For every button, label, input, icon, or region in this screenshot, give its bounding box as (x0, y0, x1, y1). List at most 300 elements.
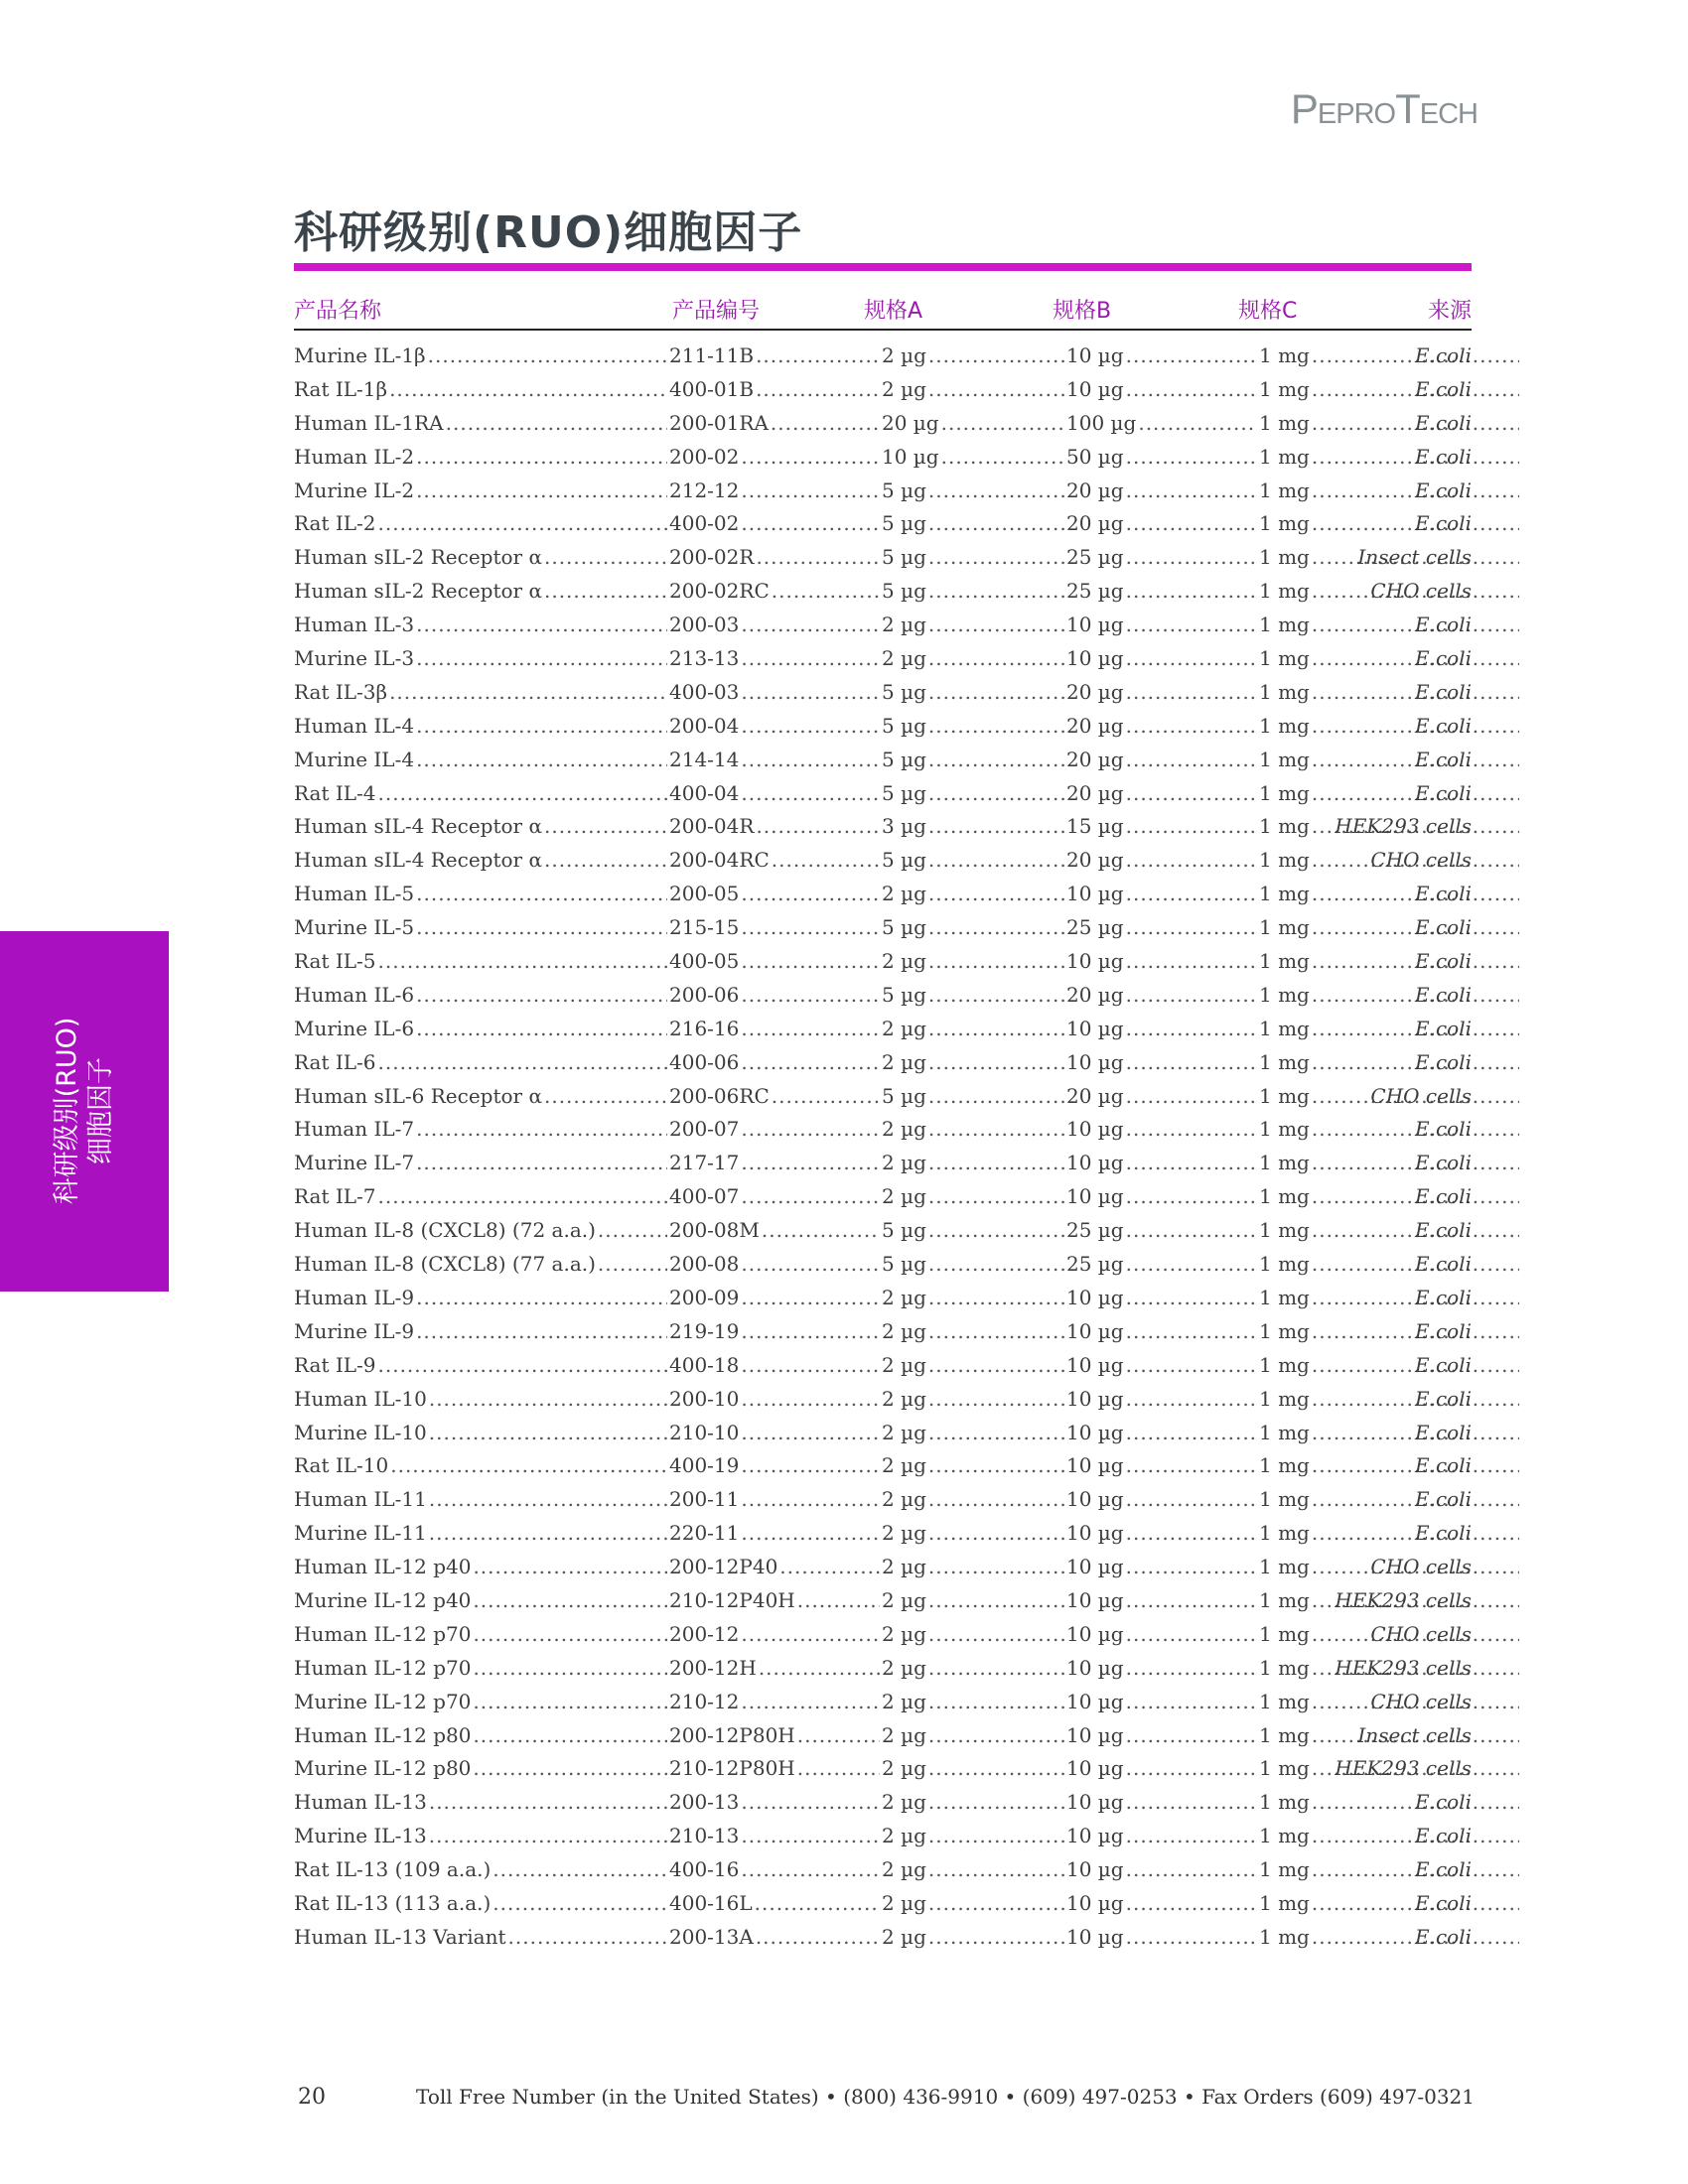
catalog-number: 200-08 (669, 1252, 740, 1277)
size-a-cell (882, 710, 1066, 744)
dot-leader (941, 407, 1064, 441)
dot-leader (492, 1853, 667, 1887)
size-b: 10 µg (1066, 882, 1124, 906)
footer-contact-info: Toll Free Number (in the United States) • (800) 436-9910 • (609) 497-0253 • Fax Orders (609) 497-0321 (416, 2085, 1475, 2109)
size-c-cell (1259, 1887, 1521, 1921)
size-a: 2 µg (882, 1890, 926, 1915)
size-a: 5 µg (882, 545, 926, 570)
product-name: Murine IL-13 (294, 1824, 427, 1848)
catalog-number-cell (669, 1080, 882, 1114)
size-c: 1 mg (1259, 1890, 1310, 1915)
source: E.coli (1415, 1890, 1472, 1915)
table-row (294, 1080, 1472, 1114)
dot-leader (928, 878, 1064, 911)
size-b: 10 µg (1066, 613, 1124, 637)
dot-leader (928, 1483, 1064, 1517)
size-b-cell (1066, 1282, 1259, 1315)
source: E.coli (1415, 444, 1472, 469)
dot-leader (741, 1113, 880, 1147)
dot-leader (1126, 911, 1257, 945)
dot-leader (1126, 1147, 1257, 1180)
size-a-cell (882, 1887, 1066, 1921)
table-row (294, 1618, 1472, 1652)
dot-leader (741, 1483, 880, 1517)
catalog-number-cell (669, 1315, 882, 1349)
size-c: 1 mg (1259, 982, 1310, 1007)
size-b: 10 µg (1066, 1790, 1124, 1815)
product-name-cell (294, 1921, 669, 1955)
size-b: 10 µg (1066, 646, 1124, 671)
dot-leader (1126, 1113, 1257, 1147)
dot-leader (741, 1686, 880, 1719)
size-a: 2 µg (882, 882, 926, 906)
product-name: Rat IL-3β (294, 679, 388, 704)
source: CHO cells (1370, 1555, 1472, 1579)
size-c: 1 mg (1259, 1487, 1310, 1512)
size-c-cell (1259, 1046, 1521, 1080)
dot-leader (508, 1921, 667, 1955)
dot-leader (1126, 676, 1257, 710)
table-row (294, 475, 1472, 508)
source: CHO cells (1370, 848, 1472, 873)
dot-leader (1126, 1551, 1257, 1584)
dot-leader (1126, 642, 1257, 676)
size-c: 1 mg (1259, 1252, 1310, 1277)
size-a: 2 µg (882, 1420, 926, 1444)
dot-leader (928, 1449, 1064, 1483)
size-a: 2 µg (882, 1016, 926, 1040)
size-c: 1 mg (1259, 410, 1310, 435)
size-c-cell (1259, 1517, 1521, 1551)
dot-leader (928, 1080, 1064, 1114)
dot-leader (928, 1282, 1064, 1315)
dot-leader (473, 1719, 667, 1753)
catalog-number-cell (669, 878, 882, 911)
product-name-cell (294, 1652, 669, 1686)
dot-leader (928, 844, 1064, 878)
table-row (294, 979, 1472, 1013)
header-source: 来源 (1427, 299, 1472, 324)
size-a: 5 µg (882, 1218, 926, 1243)
catalog-number: 213-13 (669, 646, 740, 671)
product-name-cell (294, 979, 669, 1013)
table-row (294, 1214, 1472, 1248)
dot-leader (928, 1517, 1064, 1551)
table-row (294, 1315, 1472, 1349)
table-row (294, 1921, 1472, 1955)
catalog-number-cell (669, 475, 882, 508)
catalog-number-cell (669, 1248, 882, 1282)
dot-leader (416, 609, 667, 642)
size-c: 1 mg (1259, 343, 1310, 367)
catalog-number-cell (669, 979, 882, 1013)
table-row (294, 1551, 1472, 1584)
source: CHO cells (1370, 1621, 1472, 1646)
catalog-number-cell (669, 1113, 882, 1147)
dot-leader (1126, 1046, 1257, 1080)
dot-leader (771, 407, 880, 441)
product-name-cell (294, 1282, 669, 1315)
size-a: 2 µg (882, 1352, 926, 1377)
size-a: 2 µg (882, 1756, 926, 1781)
dot-leader (1126, 1417, 1257, 1450)
dot-leader (741, 1618, 880, 1652)
size-c: 1 mg (1259, 1420, 1310, 1444)
product-name: Human IL-5 (294, 882, 415, 906)
size-c: 1 mg (1259, 882, 1310, 906)
dot-leader (416, 475, 667, 508)
dot-leader (928, 676, 1064, 710)
size-c-cell (1259, 441, 1521, 475)
size-b: 10 µg (1066, 1386, 1124, 1411)
dot-leader (1126, 1887, 1257, 1921)
catalog-number: 200-06RC (669, 1083, 770, 1108)
dot-leader (1126, 1080, 1257, 1114)
catalog-number-cell (669, 1180, 882, 1214)
source: E.coli (1415, 1790, 1472, 1815)
size-c: 1 mg (1259, 747, 1310, 771)
size-b-cell (1066, 1820, 1259, 1853)
catalog-number: 400-04 (669, 780, 740, 805)
size-a-cell (882, 1383, 1066, 1417)
product-name: Human IL-8 (CXCL8) (77 a.a.) (294, 1252, 596, 1277)
source: E.coli (1415, 1218, 1472, 1243)
size-b: 10 µg (1066, 1318, 1124, 1343)
dot-leader (429, 1417, 667, 1450)
size-a-cell (882, 1752, 1066, 1786)
table-row (294, 1449, 1472, 1483)
dot-leader (928, 1383, 1064, 1417)
product-name-cell (294, 475, 669, 508)
dot-leader (928, 1147, 1064, 1180)
dot-leader (779, 1551, 880, 1584)
size-a-cell (882, 1618, 1066, 1652)
size-a-cell (882, 340, 1066, 373)
product-name-cell (294, 1449, 669, 1483)
dot-leader (1126, 878, 1257, 911)
source: E.coli (1415, 1857, 1472, 1882)
size-b-cell (1066, 575, 1259, 609)
product-name-cell (294, 1349, 669, 1383)
table-row (294, 1147, 1472, 1180)
catalog-number: 200-02R (669, 545, 755, 570)
table-row (294, 1786, 1472, 1820)
product-name: Human IL-12 p80 (294, 1722, 472, 1747)
source: E.coli (1415, 613, 1472, 637)
size-a: 2 µg (882, 1049, 926, 1074)
size-c: 1 mg (1259, 1587, 1310, 1612)
catalog-number-cell (669, 609, 882, 642)
dot-leader (378, 1180, 668, 1214)
table-row (294, 407, 1472, 441)
dot-leader (928, 1618, 1064, 1652)
dot-leader (416, 1315, 667, 1349)
catalog-number: 200-02RC (669, 579, 770, 604)
page-number: 20 (298, 2085, 326, 2110)
catalog-number: 200-09 (669, 1285, 740, 1309)
dot-leader (741, 441, 880, 475)
source: E.coli (1415, 1352, 1472, 1377)
header-size-c: 规格C (1238, 299, 1298, 324)
size-a-cell (882, 1584, 1066, 1618)
size-b-cell (1066, 1449, 1259, 1483)
catalog-number-cell (669, 1517, 882, 1551)
product-name-cell (294, 1820, 669, 1853)
dot-leader (741, 1517, 880, 1551)
size-a-cell (882, 1349, 1066, 1383)
size-b: 20 µg (1066, 478, 1124, 502)
size-c: 1 mg (1259, 613, 1310, 637)
size-a: 5 µg (882, 713, 926, 738)
product-name-cell (294, 609, 669, 642)
size-c: 1 mg (1259, 376, 1310, 401)
source: E.coli (1415, 410, 1472, 435)
source: CHO cells (1370, 1689, 1472, 1713)
product-name-cell (294, 441, 669, 475)
size-b: 10 µg (1066, 1824, 1124, 1848)
catalog-number-cell (669, 1752, 882, 1786)
dot-leader (416, 911, 667, 945)
product-name-cell (294, 1719, 669, 1753)
dot-leader (928, 1752, 1064, 1786)
dot-leader (1126, 1686, 1257, 1719)
size-c-cell (1259, 1214, 1521, 1248)
dot-leader (756, 541, 880, 575)
dot-leader (741, 1013, 880, 1046)
size-a: 2 µg (882, 1117, 926, 1142)
size-b-cell (1066, 1686, 1259, 1719)
catalog-number: 400-01B (669, 376, 755, 401)
dot-leader (741, 710, 880, 744)
catalog-number-cell (669, 1383, 882, 1417)
product-name-cell (294, 1483, 669, 1517)
size-c: 1 mg (1259, 814, 1310, 839)
size-a-cell (882, 1080, 1066, 1114)
catalog-number: 400-07 (669, 1184, 740, 1209)
size-a-cell (882, 1417, 1066, 1450)
size-b-cell (1066, 979, 1259, 1013)
dot-leader (429, 1383, 667, 1417)
table-row (294, 507, 1472, 541)
dot-leader (928, 1180, 1064, 1214)
catalog-number: 200-12H (669, 1655, 757, 1680)
table-row (294, 1417, 1472, 1450)
catalog-number-cell (669, 407, 882, 441)
dot-leader (741, 1147, 880, 1180)
dot-leader (928, 1887, 1064, 1921)
source: Insect cells (1357, 545, 1472, 570)
source: E.coli (1415, 1252, 1472, 1277)
size-a-cell (882, 541, 1066, 575)
size-c-cell (1259, 475, 1521, 508)
catalog-number-cell (669, 1349, 882, 1383)
table-row (294, 676, 1472, 710)
size-c: 1 mg (1259, 1824, 1310, 1848)
source: CHO cells (1370, 1083, 1472, 1108)
size-c-cell (1259, 878, 1521, 911)
dot-leader (544, 844, 667, 878)
size-c-cell (1259, 710, 1521, 744)
product-name: Murine IL-12 p40 (294, 1587, 472, 1612)
source: E.coli (1415, 1117, 1472, 1142)
size-a-cell (882, 945, 1066, 979)
dot-leader (928, 1113, 1064, 1147)
size-c-cell (1259, 1853, 1521, 1887)
size-b-cell (1066, 777, 1259, 811)
dot-leader (429, 1786, 667, 1820)
table-header (294, 294, 1472, 328)
table-row (294, 1113, 1472, 1147)
catalog-number-cell (669, 1417, 882, 1450)
source: E.coli (1415, 1151, 1472, 1175)
product-name: Murine IL-12 p80 (294, 1756, 472, 1781)
catalog-number: 200-02 (669, 444, 740, 469)
catalog-number-cell (669, 1214, 882, 1248)
catalog-number-cell (669, 844, 882, 878)
size-c: 1 mg (1259, 679, 1310, 704)
catalog-number-cell (669, 541, 882, 575)
dot-leader (741, 1786, 880, 1820)
table-row (294, 575, 1472, 609)
size-a: 5 µg (882, 915, 926, 940)
size-c-cell (1259, 1349, 1521, 1383)
size-c: 1 mg (1259, 444, 1310, 469)
dot-leader (797, 1584, 880, 1618)
size-c: 1 mg (1259, 1386, 1310, 1411)
catalog-number: 200-07 (669, 1117, 740, 1142)
product-name-cell (294, 1584, 669, 1618)
page-title: 科研级别(RUO)细胞因子 (294, 207, 803, 258)
size-a-cell (882, 1147, 1066, 1180)
size-a: 2 µg (882, 1487, 926, 1512)
dot-leader (416, 642, 667, 676)
size-b-cell (1066, 1618, 1259, 1652)
product-name-cell (294, 676, 669, 710)
product-name-cell (294, 1046, 669, 1080)
dot-leader (772, 844, 880, 878)
size-b-cell (1066, 810, 1259, 844)
dot-leader (416, 744, 667, 777)
header-size-b: 规格B (1053, 299, 1112, 324)
dot-leader (1126, 340, 1257, 373)
size-b: 10 µg (1066, 1049, 1124, 1074)
dot-leader (741, 1282, 880, 1315)
product-name: Human IL-1RA (294, 410, 444, 435)
dot-leader (389, 676, 667, 710)
size-b: 10 µg (1066, 376, 1124, 401)
size-a-cell (882, 1483, 1066, 1517)
product-name: Human IL-10 (294, 1386, 427, 1411)
size-b-cell (1066, 1887, 1259, 1921)
table-row (294, 1383, 1472, 1417)
product-name: Human IL-4 (294, 713, 415, 738)
size-c: 1 mg (1259, 1857, 1310, 1882)
size-a: 10 µg (882, 444, 939, 469)
dot-leader (1126, 777, 1257, 811)
dot-leader (772, 1080, 880, 1114)
catalog-number: 210-10 (669, 1420, 740, 1444)
size-c-cell (1259, 1820, 1521, 1853)
size-c-cell (1259, 507, 1521, 541)
source: HEK293 cells (1335, 814, 1472, 839)
size-c-cell (1259, 744, 1521, 777)
catalog-number-cell (669, 575, 882, 609)
catalog-number: 200-04 (669, 713, 740, 738)
source: E.coli (1415, 646, 1472, 671)
size-b: 10 µg (1066, 1890, 1124, 1915)
size-b: 15 µg (1066, 814, 1124, 839)
size-c: 1 mg (1259, 780, 1310, 805)
dot-leader (928, 575, 1064, 609)
catalog-number: 400-05 (669, 949, 740, 974)
catalog-number: 400-02 (669, 511, 740, 536)
header-catalog-number: 产品编号 (672, 299, 761, 324)
size-c-cell (1259, 1449, 1521, 1483)
dot-leader (928, 1853, 1064, 1887)
section-side-tab (0, 931, 169, 1292)
dot-leader (741, 911, 880, 945)
product-name-cell (294, 373, 669, 407)
product-name-cell (294, 507, 669, 541)
header-divider (294, 329, 1472, 331)
catalog-number-cell (669, 1449, 882, 1483)
dot-leader (928, 979, 1064, 1013)
table-row (294, 1686, 1472, 1719)
catalog-number-cell (669, 340, 882, 373)
dot-leader (1126, 1483, 1257, 1517)
dot-leader (429, 1517, 667, 1551)
product-name-cell (294, 340, 669, 373)
size-a-cell (882, 609, 1066, 642)
size-c: 1 mg (1259, 915, 1310, 940)
size-b-cell (1066, 1046, 1259, 1080)
product-name: Human IL-12 p70 (294, 1655, 472, 1680)
dot-leader (741, 1315, 880, 1349)
dot-leader (741, 1417, 880, 1450)
source: E.coli (1415, 1487, 1472, 1512)
dot-leader (416, 710, 667, 744)
dot-leader (416, 441, 667, 475)
catalog-number: 400-03 (669, 679, 740, 704)
dot-leader (928, 777, 1064, 811)
size-c-cell (1259, 1786, 1521, 1820)
size-b-cell (1066, 1013, 1259, 1046)
product-name-cell (294, 1113, 669, 1147)
product-name: Human IL-12 p40 (294, 1555, 472, 1579)
size-c: 1 mg (1259, 478, 1310, 502)
dot-leader (1126, 1013, 1257, 1046)
size-c-cell (1259, 676, 1521, 710)
size-b: 10 µg (1066, 1352, 1124, 1377)
dot-leader (756, 1921, 880, 1955)
product-name-cell (294, 878, 669, 911)
dot-leader (741, 676, 880, 710)
source: E.coli (1415, 1420, 1472, 1444)
size-a: 2 µg (882, 1285, 926, 1309)
catalog-number: 219-19 (669, 1318, 740, 1343)
size-a-cell (882, 441, 1066, 475)
product-name-cell (294, 810, 669, 844)
size-b-cell (1066, 1383, 1259, 1417)
dot-leader (755, 1887, 880, 1921)
table-row (294, 642, 1472, 676)
table-row (294, 844, 1472, 878)
product-name: Human IL-3 (294, 613, 415, 637)
catalog-number: 220-11 (669, 1521, 740, 1546)
dot-leader (416, 878, 667, 911)
size-b-cell (1066, 676, 1259, 710)
product-name: Murine IL-6 (294, 1016, 415, 1040)
